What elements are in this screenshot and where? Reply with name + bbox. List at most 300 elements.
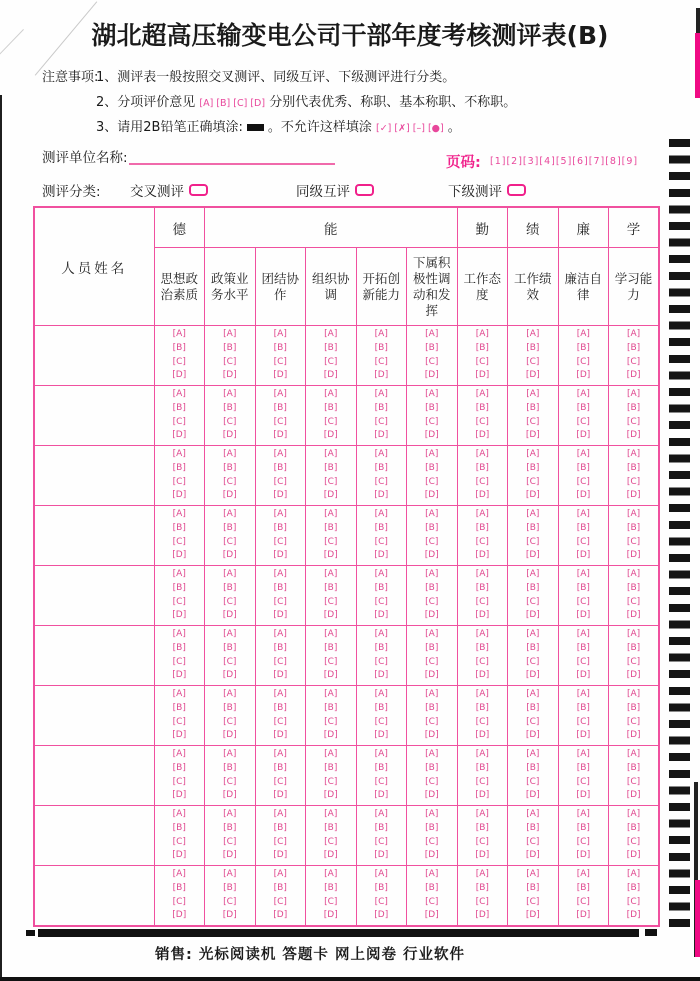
bubble-option[interactable]: [C] bbox=[374, 836, 388, 847]
bubble-option[interactable]: [B] bbox=[626, 702, 641, 713]
bubble-option[interactable]: [D] bbox=[374, 730, 389, 741]
bubble-option[interactable]: [A] bbox=[273, 448, 287, 459]
bubble-option[interactable]: [A] bbox=[223, 748, 237, 759]
bubble-option[interactable]: [B] bbox=[425, 762, 439, 773]
category-checkbox-subordinate[interactable] bbox=[507, 184, 526, 196]
bubble-option[interactable]: [A] bbox=[172, 688, 186, 699]
bubble-option[interactable]: [A] bbox=[172, 388, 186, 399]
bubble-option[interactable]: [A] bbox=[576, 688, 590, 699]
bubble-option[interactable]: [D] bbox=[273, 610, 288, 621]
bubble-option[interactable]: [C] bbox=[576, 716, 590, 727]
bubble-option[interactable]: [A] bbox=[425, 328, 439, 339]
bubble-option[interactable]: [C] bbox=[223, 836, 237, 847]
bubble-option[interactable]: [A] bbox=[374, 448, 388, 459]
person-name-cell[interactable] bbox=[34, 626, 154, 686]
bubble-option[interactable]: [A] bbox=[273, 748, 287, 759]
bubble-option[interactable]: [A] bbox=[172, 868, 186, 879]
bubble-option[interactable]: [D] bbox=[475, 430, 490, 441]
bubble-option[interactable]: [B] bbox=[223, 522, 237, 533]
bubble-option[interactable]: [A] bbox=[223, 688, 237, 699]
bubble-option[interactable]: [C] bbox=[273, 716, 287, 727]
bubble-option[interactable]: [A] bbox=[324, 328, 338, 339]
bubble-option[interactable]: [A] bbox=[324, 688, 338, 699]
person-name-cell[interactable] bbox=[34, 386, 154, 446]
bubble-option[interactable]: [D] bbox=[424, 370, 439, 381]
bubble-option[interactable]: [A] bbox=[374, 328, 388, 339]
bubble-option[interactable]: [D] bbox=[626, 670, 641, 681]
bubble-option[interactable]: [D] bbox=[475, 610, 490, 621]
bubble-option[interactable]: [B] bbox=[324, 702, 338, 713]
bubble-option[interactable]: [D] bbox=[576, 730, 591, 741]
bubble-option[interactable]: [D] bbox=[525, 550, 540, 561]
bubble-option[interactable]: [B] bbox=[576, 522, 590, 533]
bubble-option[interactable]: [A] bbox=[526, 448, 540, 459]
bubble-option[interactable]: [D] bbox=[273, 430, 288, 441]
bubble-option[interactable]: [D] bbox=[576, 790, 591, 801]
bubble-option[interactable]: [A] bbox=[526, 568, 540, 579]
bubble-option[interactable]: [A] bbox=[475, 448, 489, 459]
bubble-option[interactable]: [A] bbox=[626, 448, 641, 459]
person-name-cell[interactable] bbox=[34, 806, 154, 866]
bubble-option[interactable]: [A] bbox=[475, 868, 489, 879]
bubble-option[interactable]: [B] bbox=[324, 522, 338, 533]
bubble-option[interactable]: [B] bbox=[425, 402, 439, 413]
bubble-option[interactable]: [A] bbox=[324, 568, 338, 579]
bubble-option[interactable]: [B] bbox=[374, 462, 388, 473]
bubble-option[interactable]: [B] bbox=[526, 762, 540, 773]
bubble-option[interactable]: [A] bbox=[223, 328, 237, 339]
bubble-option[interactable]: [A] bbox=[526, 628, 540, 639]
bubble-option[interactable]: [B] bbox=[223, 462, 237, 473]
bubble-option[interactable]: [C] bbox=[374, 356, 388, 367]
bubble-option[interactable]: [B] bbox=[425, 882, 439, 893]
bubble-option[interactable]: [C] bbox=[425, 656, 439, 667]
bubble-option[interactable]: [A] bbox=[626, 388, 641, 399]
bubble-option[interactable]: [D] bbox=[576, 670, 591, 681]
bubble-option[interactable]: [B] bbox=[475, 762, 489, 773]
bubble-option[interactable]: [B] bbox=[324, 582, 338, 593]
bubble-option[interactable]: [A] bbox=[576, 508, 590, 519]
person-name-cell[interactable] bbox=[34, 866, 154, 927]
bubble-option[interactable]: [D] bbox=[475, 490, 490, 501]
bubble-option[interactable]: [C] bbox=[425, 596, 439, 607]
bubble-option[interactable]: [A] bbox=[475, 568, 489, 579]
bubble-option[interactable]: [B] bbox=[374, 522, 388, 533]
bubble-option[interactable]: [A] bbox=[172, 448, 186, 459]
bubble-option[interactable]: [C] bbox=[324, 896, 338, 907]
bubble-option[interactable]: [A] bbox=[475, 808, 489, 819]
bubble-option[interactable]: [C] bbox=[223, 656, 237, 667]
bubble-option[interactable]: [B] bbox=[324, 642, 338, 653]
bubble-option[interactable]: [D] bbox=[273, 490, 288, 501]
bubble-option[interactable]: [C] bbox=[273, 656, 287, 667]
bubble-option[interactable]: [D] bbox=[323, 610, 338, 621]
bubble-option[interactable]: [D] bbox=[525, 430, 540, 441]
bubble-option[interactable]: [D] bbox=[374, 610, 389, 621]
bubble-option[interactable]: [B] bbox=[374, 582, 388, 593]
bubble-option[interactable]: [C] bbox=[273, 776, 287, 787]
bubble-option[interactable]: [D] bbox=[626, 490, 641, 501]
bubble-option[interactable]: [C] bbox=[223, 476, 237, 487]
bubble-option[interactable]: [C] bbox=[172, 656, 186, 667]
bubble-option[interactable]: [A] bbox=[223, 628, 237, 639]
bubble-option[interactable]: [A] bbox=[626, 568, 641, 579]
bubble-option[interactable]: [A] bbox=[425, 688, 439, 699]
bubble-option[interactable]: [B] bbox=[172, 882, 186, 893]
bubble-option[interactable]: [D] bbox=[323, 370, 338, 381]
bubble-option[interactable]: [C] bbox=[172, 896, 186, 907]
bubble-option[interactable]: [B] bbox=[425, 522, 439, 533]
bubble-option[interactable]: [D] bbox=[576, 550, 591, 561]
bubble-option[interactable]: [B] bbox=[273, 342, 287, 353]
bubble-option[interactable]: [A] bbox=[475, 328, 489, 339]
bubble-option[interactable]: [A] bbox=[526, 688, 540, 699]
person-name-cell[interactable] bbox=[34, 326, 154, 386]
bubble-option[interactable]: [D] bbox=[424, 490, 439, 501]
bubble-option[interactable]: [A] bbox=[526, 808, 540, 819]
bubble-option[interactable]: [B] bbox=[172, 702, 186, 713]
bubble-option[interactable]: [D] bbox=[475, 790, 490, 801]
bubble-option[interactable]: [B] bbox=[576, 822, 590, 833]
bubble-option[interactable]: [D] bbox=[424, 730, 439, 741]
bubble-option[interactable]: [C] bbox=[626, 716, 641, 727]
bubble-option[interactable]: [D] bbox=[424, 430, 439, 441]
bubble-option[interactable]: [B] bbox=[374, 702, 388, 713]
bubble-option[interactable]: [A] bbox=[425, 508, 439, 519]
person-name-cell[interactable] bbox=[34, 746, 154, 806]
bubble-option[interactable]: [B] bbox=[576, 402, 590, 413]
bubble-option[interactable]: [D] bbox=[374, 910, 389, 921]
bubble-option[interactable]: [B] bbox=[475, 342, 489, 353]
bubble-option[interactable]: [A] bbox=[374, 508, 388, 519]
bubble-option[interactable]: [B] bbox=[324, 402, 338, 413]
bubble-option[interactable]: [C] bbox=[526, 536, 540, 547]
bubble-option[interactable]: [C] bbox=[526, 716, 540, 727]
bubble-option[interactable]: [A] bbox=[475, 388, 489, 399]
bubble-option[interactable]: [C] bbox=[324, 716, 338, 727]
bubble-option[interactable]: [C] bbox=[324, 656, 338, 667]
bubble-option[interactable]: [C] bbox=[172, 836, 186, 847]
bubble-option[interactable]: [B] bbox=[626, 522, 641, 533]
bubble-option[interactable]: [A] bbox=[576, 808, 590, 819]
bubble-option[interactable]: [D] bbox=[475, 550, 490, 561]
bubble-option[interactable]: [A] bbox=[576, 628, 590, 639]
bubble-option[interactable]: [D] bbox=[273, 670, 288, 681]
bubble-option[interactable]: [C] bbox=[324, 356, 338, 367]
bubble-option[interactable]: [D] bbox=[576, 610, 591, 621]
bubble-option[interactable]: [B] bbox=[172, 822, 186, 833]
bubble-option[interactable]: [A] bbox=[324, 808, 338, 819]
bubble-option[interactable]: [D] bbox=[525, 790, 540, 801]
bubble-option[interactable]: [A] bbox=[526, 508, 540, 519]
bubble-option[interactable]: [B] bbox=[425, 342, 439, 353]
bubble-option[interactable]: [A] bbox=[526, 388, 540, 399]
bubble-option[interactable]: [D] bbox=[374, 430, 389, 441]
bubble-option[interactable]: [C] bbox=[273, 416, 287, 427]
bubble-option[interactable]: [D] bbox=[374, 370, 389, 381]
bubble-option[interactable]: [C] bbox=[273, 356, 287, 367]
bubble-option[interactable]: [C] bbox=[374, 896, 388, 907]
bubble-option[interactable]: [B] bbox=[576, 462, 590, 473]
bubble-option[interactable]: [C] bbox=[626, 596, 641, 607]
bubble-option[interactable]: [C] bbox=[223, 896, 237, 907]
bubble-option[interactable]: [C] bbox=[172, 776, 186, 787]
category-checkbox-peer[interactable] bbox=[355, 184, 374, 196]
bubble-option[interactable]: [D] bbox=[323, 670, 338, 681]
bubble-option[interactable]: [C] bbox=[273, 476, 287, 487]
bubble-option[interactable]: [C] bbox=[526, 656, 540, 667]
bubble-option[interactable]: [A] bbox=[425, 388, 439, 399]
bubble-option[interactable]: [D] bbox=[475, 850, 490, 861]
bubble-option[interactable]: [B] bbox=[626, 342, 641, 353]
bubble-option[interactable]: [B] bbox=[273, 462, 287, 473]
bubble-option[interactable]: [A] bbox=[223, 568, 237, 579]
bubble-option[interactable]: [B] bbox=[324, 762, 338, 773]
bubble-option[interactable]: [B] bbox=[374, 342, 388, 353]
bubble-option[interactable]: [A] bbox=[273, 568, 287, 579]
bubble-option[interactable]: [C] bbox=[626, 416, 641, 427]
bubble-option[interactable]: [C] bbox=[324, 536, 338, 547]
person-name-cell[interactable] bbox=[34, 506, 154, 566]
bubble-option[interactable]: [A] bbox=[374, 748, 388, 759]
bubble-option[interactable]: [D] bbox=[525, 370, 540, 381]
bubble-option[interactable]: [C] bbox=[626, 536, 641, 547]
bubble-option[interactable]: [A] bbox=[374, 808, 388, 819]
bubble-option[interactable]: [B] bbox=[223, 882, 237, 893]
bubble-option[interactable]: [A] bbox=[172, 628, 186, 639]
bubble-option[interactable]: [C] bbox=[576, 476, 590, 487]
bubble-option[interactable]: [A] bbox=[626, 688, 641, 699]
bubble-option[interactable]: [C] bbox=[374, 416, 388, 427]
bubble-option[interactable]: [D] bbox=[626, 370, 641, 381]
bubble-option[interactable]: [C] bbox=[475, 356, 489, 367]
bubble-option[interactable]: [A] bbox=[526, 328, 540, 339]
bubble-option[interactable]: [B] bbox=[223, 822, 237, 833]
bubble-option[interactable]: [B] bbox=[425, 822, 439, 833]
bubble-option[interactable]: [B] bbox=[172, 462, 186, 473]
bubble-option[interactable]: [A] bbox=[425, 448, 439, 459]
bubble-option[interactable]: [A] bbox=[374, 388, 388, 399]
bubble-option[interactable]: [C] bbox=[626, 476, 641, 487]
bubble-option[interactable]: [C] bbox=[172, 716, 186, 727]
bubble-option[interactable]: [A] bbox=[626, 508, 641, 519]
bubble-option[interactable]: [D] bbox=[626, 730, 641, 741]
bubble-option[interactable]: [D] bbox=[172, 670, 187, 681]
bubble-option[interactable]: [D] bbox=[323, 490, 338, 501]
bubble-option[interactable]: [C] bbox=[425, 836, 439, 847]
bubble-option[interactable]: [C] bbox=[425, 716, 439, 727]
bubble-option[interactable]: [C] bbox=[172, 416, 186, 427]
bubble-option[interactable]: [C] bbox=[475, 836, 489, 847]
bubble-option[interactable]: [B] bbox=[172, 642, 186, 653]
bubble-option[interactable]: [C] bbox=[475, 716, 489, 727]
bubble-option[interactable]: [C] bbox=[576, 356, 590, 367]
bubble-option[interactable]: [C] bbox=[526, 596, 540, 607]
bubble-option[interactable]: [C] bbox=[526, 476, 540, 487]
bubble-option[interactable]: [B] bbox=[273, 702, 287, 713]
person-name-cell[interactable] bbox=[34, 446, 154, 506]
bubble-option[interactable]: [C] bbox=[626, 836, 641, 847]
bubble-option[interactable]: [B] bbox=[374, 822, 388, 833]
bubble-option[interactable]: [A] bbox=[324, 508, 338, 519]
bubble-option[interactable]: [C] bbox=[172, 356, 186, 367]
bubble-option[interactable]: [D] bbox=[222, 550, 237, 561]
bubble-option[interactable]: [D] bbox=[323, 430, 338, 441]
bubble-option[interactable]: [D] bbox=[626, 430, 641, 441]
bubble-option[interactable]: [D] bbox=[525, 610, 540, 621]
bubble-option[interactable]: [C] bbox=[324, 836, 338, 847]
bubble-option[interactable]: [D] bbox=[525, 730, 540, 741]
bubble-option[interactable]: [A] bbox=[324, 448, 338, 459]
bubble-option[interactable]: [D] bbox=[626, 910, 641, 921]
bubble-option[interactable]: [A] bbox=[425, 808, 439, 819]
bubble-option[interactable]: [A] bbox=[626, 328, 641, 339]
bubble-option[interactable]: [C] bbox=[223, 536, 237, 547]
bubble-option[interactable]: [D] bbox=[576, 490, 591, 501]
bubble-option[interactable]: [D] bbox=[172, 430, 187, 441]
bubble-option[interactable]: [D] bbox=[374, 850, 389, 861]
bubble-option[interactable]: [A] bbox=[324, 628, 338, 639]
bubble-option[interactable]: [C] bbox=[475, 776, 489, 787]
bubble-option[interactable]: [D] bbox=[273, 730, 288, 741]
bubble-option[interactable]: [B] bbox=[324, 882, 338, 893]
bubble-option[interactable]: [C] bbox=[526, 356, 540, 367]
bubble-option[interactable]: [D] bbox=[323, 550, 338, 561]
bubble-option[interactable]: [A] bbox=[526, 748, 540, 759]
bubble-option[interactable]: [D] bbox=[525, 670, 540, 681]
bubble-option[interactable]: [C] bbox=[374, 476, 388, 487]
bubble-option[interactable]: [A] bbox=[172, 508, 186, 519]
bubble-option[interactable]: [C] bbox=[223, 416, 237, 427]
bubble-option[interactable]: [C] bbox=[425, 776, 439, 787]
bubble-option[interactable]: [D] bbox=[172, 490, 187, 501]
bubble-option[interactable]: [D] bbox=[576, 850, 591, 861]
bubble-option[interactable]: [D] bbox=[172, 550, 187, 561]
bubble-option[interactable]: [D] bbox=[525, 490, 540, 501]
bubble-option[interactable]: [D] bbox=[222, 610, 237, 621]
bubble-option[interactable]: [A] bbox=[273, 388, 287, 399]
bubble-option[interactable]: [D] bbox=[172, 910, 187, 921]
bubble-option[interactable]: [A] bbox=[172, 568, 186, 579]
bubble-option[interactable]: [A] bbox=[324, 748, 338, 759]
bubble-option[interactable]: [A] bbox=[273, 628, 287, 639]
bubble-option[interactable]: [C] bbox=[223, 356, 237, 367]
bubble-option[interactable]: [D] bbox=[424, 850, 439, 861]
bubble-option[interactable]: [A] bbox=[223, 868, 237, 879]
bubble-option[interactable]: [C] bbox=[475, 596, 489, 607]
bubble-option[interactable]: [C] bbox=[425, 416, 439, 427]
bubble-option[interactable]: [B] bbox=[576, 882, 590, 893]
bubble-option[interactable]: [A] bbox=[374, 568, 388, 579]
bubble-option[interactable]: [C] bbox=[374, 656, 388, 667]
bubble-option[interactable]: [B] bbox=[172, 402, 186, 413]
bubble-option[interactable]: [A] bbox=[576, 748, 590, 759]
bubble-option[interactable]: [B] bbox=[626, 822, 641, 833]
bubble-option[interactable]: [B] bbox=[626, 882, 641, 893]
bubble-option[interactable]: [C] bbox=[324, 596, 338, 607]
bubble-option[interactable]: [D] bbox=[172, 730, 187, 741]
bubble-option[interactable]: [C] bbox=[526, 416, 540, 427]
bubble-option[interactable]: [B] bbox=[526, 402, 540, 413]
bubble-option[interactable]: [A] bbox=[273, 688, 287, 699]
bubble-option[interactable]: [A] bbox=[576, 568, 590, 579]
bubble-option[interactable]: [C] bbox=[475, 476, 489, 487]
bubble-option[interactable]: [B] bbox=[526, 642, 540, 653]
bubble-option[interactable]: [C] bbox=[273, 896, 287, 907]
bubble-option[interactable]: [B] bbox=[374, 882, 388, 893]
bubble-option[interactable]: [A] bbox=[626, 808, 641, 819]
bubble-option[interactable]: [B] bbox=[526, 702, 540, 713]
bubble-option[interactable]: [A] bbox=[273, 868, 287, 879]
bubble-option[interactable]: [B] bbox=[475, 702, 489, 713]
bubble-option[interactable]: [C] bbox=[626, 896, 641, 907]
bubble-option[interactable]: [C] bbox=[475, 656, 489, 667]
bubble-option[interactable]: [B] bbox=[526, 822, 540, 833]
bubble-option[interactable]: [D] bbox=[374, 550, 389, 561]
bubble-option[interactable]: [B] bbox=[475, 522, 489, 533]
bubble-option[interactable]: [C] bbox=[374, 776, 388, 787]
bubble-option[interactable]: [B] bbox=[576, 702, 590, 713]
bubble-option[interactable]: [C] bbox=[172, 596, 186, 607]
bubble-option[interactable]: [C] bbox=[576, 596, 590, 607]
bubble-option[interactable]: [B] bbox=[576, 642, 590, 653]
bubble-option[interactable]: [D] bbox=[222, 430, 237, 441]
bubble-option[interactable]: [B] bbox=[576, 342, 590, 353]
bubble-option[interactable]: [D] bbox=[273, 370, 288, 381]
bubble-option[interactable]: [B] bbox=[626, 402, 641, 413]
bubble-option[interactable]: [A] bbox=[172, 808, 186, 819]
bubble-option[interactable]: [C] bbox=[223, 776, 237, 787]
bubble-option[interactable]: [B] bbox=[273, 822, 287, 833]
bubble-option[interactable]: [B] bbox=[324, 342, 338, 353]
bubble-option[interactable]: [C] bbox=[172, 476, 186, 487]
bubble-option[interactable]: [C] bbox=[576, 416, 590, 427]
bubble-option[interactable]: [D] bbox=[323, 910, 338, 921]
bubble-option[interactable]: [C] bbox=[425, 896, 439, 907]
bubble-option[interactable]: [C] bbox=[324, 776, 338, 787]
bubble-option[interactable]: [B] bbox=[626, 762, 641, 773]
bubble-option[interactable]: [D] bbox=[323, 730, 338, 741]
bubble-option[interactable]: [B] bbox=[324, 822, 338, 833]
bubble-option[interactable]: [C] bbox=[475, 536, 489, 547]
bubble-option[interactable]: [A] bbox=[223, 448, 237, 459]
bubble-option[interactable]: [C] bbox=[374, 596, 388, 607]
bubble-option[interactable]: [C] bbox=[576, 656, 590, 667]
bubble-option[interactable]: [D] bbox=[172, 370, 187, 381]
bubble-option[interactable]: [B] bbox=[172, 522, 186, 533]
bubble-option[interactable]: [A] bbox=[172, 328, 186, 339]
bubble-option[interactable]: [A] bbox=[626, 868, 641, 879]
bubble-option[interactable]: [B] bbox=[223, 702, 237, 713]
bubble-option[interactable]: [D] bbox=[323, 850, 338, 861]
bubble-option[interactable]: [B] bbox=[273, 642, 287, 653]
bubble-option[interactable]: [D] bbox=[323, 790, 338, 801]
bubble-option[interactable]: [A] bbox=[626, 628, 641, 639]
bubble-option[interactable]: [D] bbox=[222, 730, 237, 741]
bubble-option[interactable]: [D] bbox=[424, 670, 439, 681]
bubble-option[interactable]: [D] bbox=[576, 430, 591, 441]
bubble-option[interactable]: [D] bbox=[273, 850, 288, 861]
bubble-option[interactable]: [A] bbox=[374, 628, 388, 639]
bubble-option[interactable]: [C] bbox=[324, 476, 338, 487]
bubble-option[interactable]: [A] bbox=[273, 328, 287, 339]
bubble-option[interactable]: [B] bbox=[273, 882, 287, 893]
bubble-option[interactable]: [B] bbox=[223, 342, 237, 353]
bubble-option[interactable]: [D] bbox=[475, 910, 490, 921]
bubble-option[interactable]: [C] bbox=[172, 536, 186, 547]
bubble-option[interactable]: [B] bbox=[223, 402, 237, 413]
bubble-option[interactable]: [C] bbox=[576, 836, 590, 847]
